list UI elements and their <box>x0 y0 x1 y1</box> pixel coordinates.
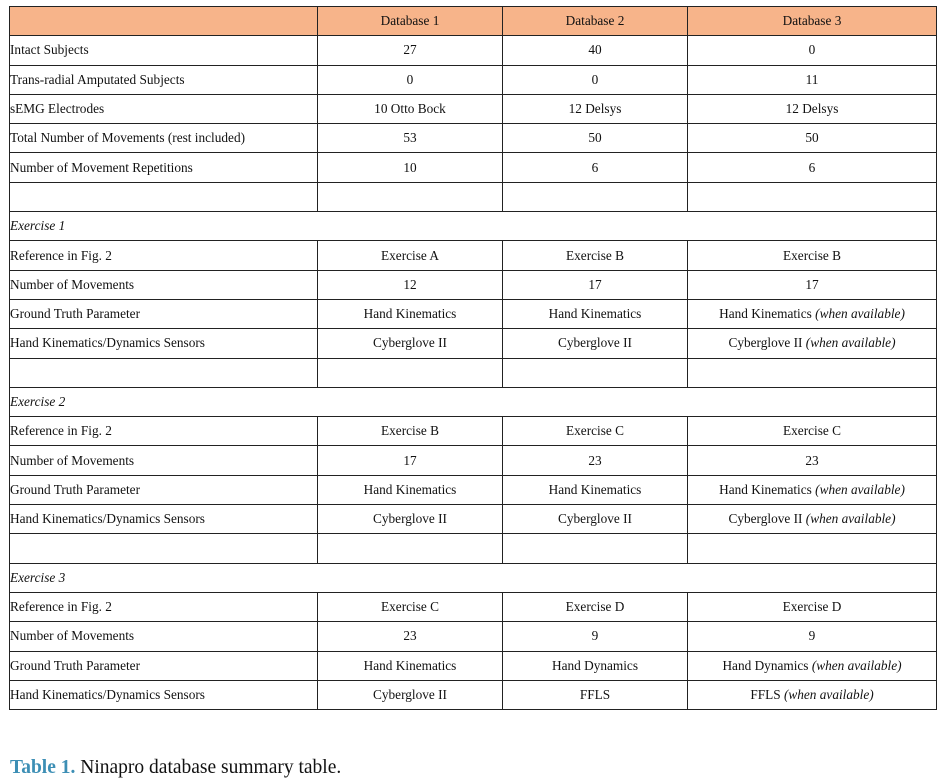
summary-table <box>9 6 937 710</box>
value-text: Cyberglove II <box>373 686 447 702</box>
value-text: 11 <box>805 71 819 87</box>
value-text: Hand Dynamics <box>551 657 639 673</box>
row-label-cell: Number of Movements <box>10 622 318 651</box>
value-cell-database-1 <box>318 680 503 709</box>
table-row <box>10 299 937 328</box>
value-cell-database-3 <box>688 36 937 65</box>
value-text: 23 <box>403 628 417 644</box>
value-text: 12 Delsys <box>785 101 839 117</box>
empty-cell <box>10 182 318 211</box>
value-text: Hand Kinematics <box>363 306 457 322</box>
table-row <box>10 680 937 709</box>
table-row <box>10 241 937 270</box>
empty-cell <box>10 358 318 387</box>
value-cell-database-3 <box>688 65 937 94</box>
row-label-cell: Hand Kinematics/Dynamics Sensors <box>10 329 318 358</box>
header-database-2: Database 2 <box>503 7 688 36</box>
row-label-cell: Total Number of Movements (rest included) <box>10 124 318 153</box>
empty-cell <box>10 534 318 563</box>
value-text: Hand Dynamics <box>722 657 812 673</box>
value-qualifier: (when available) <box>811 657 902 673</box>
value-cell-database-2 <box>503 622 688 651</box>
table-row <box>10 329 937 358</box>
spacer-row <box>10 182 937 211</box>
value-text: 0 <box>808 42 816 58</box>
exercise-section-title: Exercise 2 <box>10 387 937 416</box>
value-qualifier: (when available) <box>815 306 905 322</box>
table-caption <box>10 757 341 779</box>
value-text: Hand Kinematics <box>719 306 816 322</box>
table-body <box>10 36 937 710</box>
value-text: Hand Kinematics <box>363 657 457 673</box>
value-cell-database-3 <box>688 329 937 358</box>
value-text: 10 Otto Bock <box>374 101 446 117</box>
exercise-section-title: Exercise 3 <box>10 563 937 592</box>
row-label-cell: Hand Kinematics/Dynamics Sensors <box>10 505 318 534</box>
value-cell-database-2 <box>503 651 688 680</box>
value-text: 12 <box>403 276 417 292</box>
value-cell-database-3 <box>688 592 937 621</box>
value-cell-database-2 <box>503 417 688 446</box>
value-text: Exercise D <box>782 599 842 615</box>
value-cell-database-1 <box>318 651 503 680</box>
table-row <box>10 651 937 680</box>
value-cell-database-2 <box>503 299 688 328</box>
value-text: Hand Kinematics <box>363 481 457 497</box>
value-cell-database-3 <box>688 94 937 123</box>
value-cell-database-2 <box>503 592 688 621</box>
table-row <box>10 505 937 534</box>
value-cell-database-3 <box>688 153 937 182</box>
value-cell-database-1 <box>318 153 503 182</box>
table-header <box>10 7 937 36</box>
row-label-cell: Hand Kinematics/Dynamics Sensors <box>10 680 318 709</box>
value-cell-database-1 <box>318 124 503 153</box>
row-label-cell: Ground Truth Parameter <box>10 475 318 504</box>
value-cell-database-3 <box>688 241 937 270</box>
empty-cell <box>688 182 937 211</box>
value-text: Exercise B <box>566 247 624 263</box>
value-text: 50 <box>588 130 602 146</box>
row-label-cell: Reference in Fig. 2 <box>10 417 318 446</box>
caption-text: Ninapro database summary table. <box>75 757 342 778</box>
header-database-1: Database 1 <box>318 7 503 36</box>
empty-cell <box>688 358 937 387</box>
value-text: Exercise B <box>381 423 439 439</box>
value-text: 6 <box>591 159 599 175</box>
table-row <box>10 475 937 504</box>
value-text: Hand Kinematics <box>548 481 642 497</box>
value-text: 17 <box>403 452 417 468</box>
row-label-cell: Reference in Fig. 2 <box>10 592 318 621</box>
spacer-row <box>10 358 937 387</box>
value-qualifier: (when available) <box>805 511 896 527</box>
row-label-cell: Number of Movements <box>10 446 318 475</box>
value-cell-database-3 <box>688 417 937 446</box>
row-label-cell: Ground Truth Parameter <box>10 299 318 328</box>
value-cell-database-3 <box>688 505 937 534</box>
value-cell-database-2 <box>503 153 688 182</box>
value-text: 50 <box>805 130 819 146</box>
row-label-cell: Reference in Fig. 2 <box>10 241 318 270</box>
value-text: 6 <box>808 159 816 175</box>
table-row <box>10 417 937 446</box>
value-cell-database-1 <box>318 36 503 65</box>
header-row <box>10 7 937 36</box>
value-cell-database-1 <box>318 505 503 534</box>
row-label-cell: sEMG Electrodes <box>10 94 318 123</box>
value-text: Cyberglove II <box>728 335 806 351</box>
exercise-section-row <box>10 387 937 416</box>
value-text: Exercise D <box>565 599 625 615</box>
value-cell-database-2 <box>503 680 688 709</box>
empty-cell <box>318 534 503 563</box>
empty-cell <box>503 358 688 387</box>
exercise-section-row <box>10 563 937 592</box>
row-label-cell: Ground Truth Parameter <box>10 651 318 680</box>
table-row <box>10 592 937 621</box>
empty-cell <box>503 534 688 563</box>
value-text: Hand Kinematics <box>719 481 816 497</box>
value-cell-database-2 <box>503 446 688 475</box>
value-cell-database-1 <box>318 270 503 299</box>
value-qualifier: (when available) <box>805 335 896 351</box>
value-text: 27 <box>403 42 417 58</box>
value-cell-database-1 <box>318 241 503 270</box>
value-cell-database-1 <box>318 299 503 328</box>
value-text: 12 Delsys <box>568 101 622 117</box>
value-cell-database-2 <box>503 505 688 534</box>
value-text: Exercise C <box>381 599 439 615</box>
table-row <box>10 36 937 65</box>
header-database-3: Database 3 <box>688 7 937 36</box>
table-row <box>10 446 937 475</box>
value-cell-database-2 <box>503 94 688 123</box>
table-row <box>10 124 937 153</box>
value-cell-database-1 <box>318 446 503 475</box>
table-row <box>10 65 937 94</box>
value-text: Exercise C <box>566 423 624 439</box>
value-text: 10 <box>403 159 417 175</box>
value-cell-database-1 <box>318 65 503 94</box>
value-text: Cyberglove II <box>728 511 806 527</box>
value-cell-database-1 <box>318 417 503 446</box>
empty-cell <box>688 534 937 563</box>
value-text: 17 <box>588 276 602 292</box>
empty-cell <box>503 182 688 211</box>
value-text: 23 <box>805 452 819 468</box>
value-text: 40 <box>588 42 602 58</box>
value-qualifier: (when available) <box>783 686 874 702</box>
value-text: Exercise A <box>381 247 439 263</box>
value-text: 9 <box>591 628 599 644</box>
exercise-section-row <box>10 212 937 241</box>
value-cell-database-1 <box>318 592 503 621</box>
value-cell-database-3 <box>688 299 937 328</box>
value-cell-database-3 <box>688 622 937 651</box>
value-cell-database-3 <box>688 680 937 709</box>
value-qualifier: (when available) <box>815 481 905 497</box>
spacer-row <box>10 534 937 563</box>
value-text: 0 <box>406 71 414 87</box>
value-cell-database-3 <box>688 446 937 475</box>
value-text: Cyberglove II <box>558 335 632 351</box>
row-label-cell: Number of Movements <box>10 270 318 299</box>
value-text: 0 <box>591 71 599 87</box>
table-row <box>10 270 937 299</box>
value-cell-database-1 <box>318 329 503 358</box>
table-row <box>10 622 937 651</box>
value-text: 9 <box>808 628 816 644</box>
value-cell-database-2 <box>503 329 688 358</box>
value-cell-database-3 <box>688 651 937 680</box>
row-label-cell: Trans-radial Amputated Subjects <box>10 65 318 94</box>
value-cell-database-3 <box>688 475 937 504</box>
value-cell-database-2 <box>503 241 688 270</box>
value-cell-database-2 <box>503 124 688 153</box>
caption-number: Table 1. <box>10 757 76 778</box>
header-corner-cell <box>10 7 318 36</box>
empty-cell <box>318 358 503 387</box>
table-row <box>10 153 937 182</box>
value-cell-database-2 <box>503 475 688 504</box>
value-cell-database-3 <box>688 124 937 153</box>
value-text: 17 <box>805 276 819 292</box>
row-label-cell: Intact Subjects <box>10 36 318 65</box>
value-cell-database-1 <box>318 94 503 123</box>
exercise-section-title: Exercise 1 <box>10 212 937 241</box>
value-text: FFLS <box>579 686 611 702</box>
value-cell-database-2 <box>503 270 688 299</box>
empty-cell <box>318 182 503 211</box>
value-text: Cyberglove II <box>373 335 447 351</box>
value-cell-database-1 <box>318 622 503 651</box>
value-text: Hand Kinematics <box>548 306 642 322</box>
value-text: Cyberglove II <box>373 511 447 527</box>
row-label-cell: Number of Movement Repetitions <box>10 153 318 182</box>
value-cell-database-1 <box>318 475 503 504</box>
value-text: Exercise B <box>783 247 841 263</box>
value-cell-database-3 <box>688 270 937 299</box>
value-text: 23 <box>588 452 602 468</box>
value-text: FFLS <box>750 686 784 702</box>
value-cell-database-2 <box>503 36 688 65</box>
value-text: 53 <box>403 130 417 146</box>
value-text: Exercise C <box>783 423 841 439</box>
value-text: Cyberglove II <box>558 511 632 527</box>
value-cell-database-2 <box>503 65 688 94</box>
table-row <box>10 94 937 123</box>
